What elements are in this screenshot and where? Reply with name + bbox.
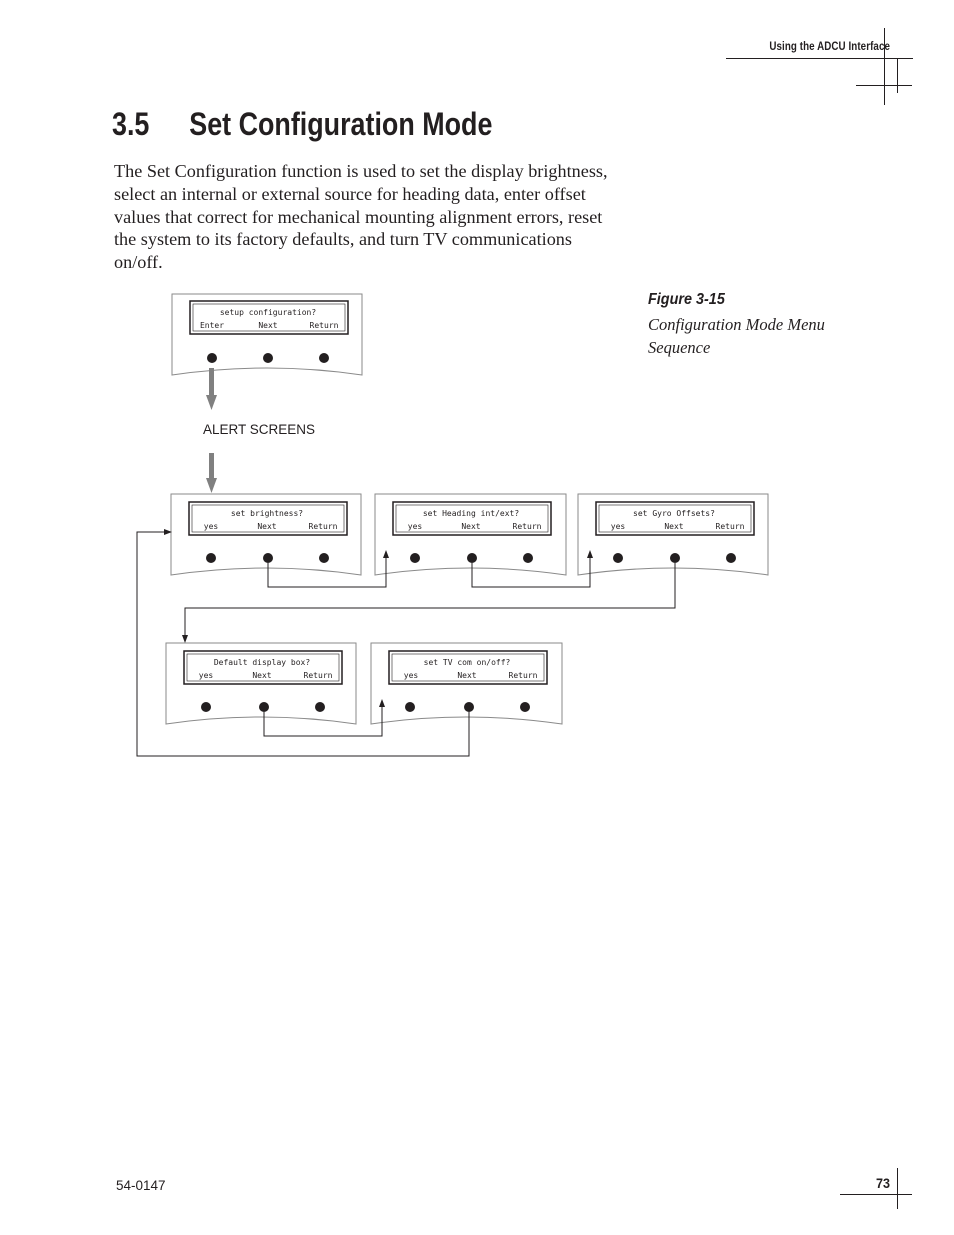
flow-arrow-block bbox=[206, 368, 217, 410]
lcd-key-label: yes bbox=[403, 671, 419, 680]
lcd-key-label: Return bbox=[308, 522, 338, 531]
lcd-key-label: Next bbox=[664, 522, 684, 531]
flow-arrow-block bbox=[206, 453, 217, 493]
lcd-prompt: setup configuration? bbox=[219, 308, 317, 317]
lcd-key-label: Return bbox=[512, 522, 542, 531]
keypad-button bbox=[670, 553, 680, 563]
page-number: 73 bbox=[875, 1175, 890, 1191]
lcd-prompt: set Heading int/ext? bbox=[422, 509, 520, 518]
lcd-key-label: yes bbox=[198, 671, 214, 680]
intro-paragraph: The Set Configuration function is used to set the display brightness, select an internal or external source for heading data, enter offset values that correct for mechanical mounting alignment errors, reset the system to its factory defaults, and turn TV communications on/off. bbox=[114, 161, 608, 273]
lcd-key-label: Return bbox=[508, 671, 538, 680]
section-title-text: Set Configuration Mode bbox=[189, 106, 493, 142]
lcd-key-label: Enter bbox=[199, 321, 225, 330]
lcd-panel-tv-com bbox=[371, 643, 562, 724]
keypad-button bbox=[464, 702, 474, 712]
keypad-button bbox=[410, 553, 420, 563]
flow-connector bbox=[185, 563, 675, 639]
keypad-button bbox=[263, 353, 273, 363]
document-code: 54-0147 bbox=[116, 1178, 166, 1193]
lcd-key-label: yes bbox=[203, 522, 219, 531]
running-header: Using the ADCU Interface bbox=[769, 41, 890, 53]
keypad-button bbox=[207, 353, 217, 363]
lcd-key-label: Next bbox=[252, 671, 272, 680]
lcd-key-label: Next bbox=[457, 671, 477, 680]
lcd-key-label: Next bbox=[257, 522, 277, 531]
section-number: 3.5 bbox=[112, 106, 150, 142]
figure-caption: Configuration Mode Menu Sequence bbox=[648, 315, 825, 357]
lcd-prompt: Default display box? bbox=[213, 658, 311, 667]
figure-number: Figure 3-15 bbox=[648, 291, 725, 308]
lcd-key-label: Return bbox=[309, 321, 339, 330]
lcd-key-label: yes bbox=[407, 522, 423, 531]
keypad-button bbox=[523, 553, 533, 563]
keypad-button bbox=[315, 702, 325, 712]
keypad-button bbox=[263, 553, 273, 563]
lcd-panel-heading bbox=[375, 494, 566, 575]
keypad-button bbox=[726, 553, 736, 563]
keypad-button bbox=[613, 553, 623, 563]
lcd-key-label: Next bbox=[461, 522, 481, 531]
lcd-panel-gyro-offsets bbox=[578, 494, 768, 575]
lcd-prompt: set brightness? bbox=[230, 509, 304, 518]
keypad-button bbox=[520, 702, 530, 712]
keypad-button bbox=[206, 553, 216, 563]
keypad-button bbox=[259, 702, 269, 712]
keypad-button bbox=[319, 353, 329, 363]
lcd-key-label: Return bbox=[303, 671, 333, 680]
lcd-panel-setup bbox=[172, 294, 362, 375]
lcd-panel-default-display bbox=[166, 643, 356, 724]
lcd-key-label: Return bbox=[715, 522, 745, 531]
keypad-button bbox=[405, 702, 415, 712]
keypad-button bbox=[467, 553, 477, 563]
lcd-prompt: set TV com on/off? bbox=[423, 658, 511, 667]
keypad-button bbox=[201, 702, 211, 712]
lcd-prompt: set Gyro Offsets? bbox=[633, 509, 715, 518]
lcd-key-label: Next bbox=[258, 321, 278, 330]
alert-screens-label: ALERT SCREENS bbox=[203, 422, 316, 437]
lcd-panel-brightness bbox=[171, 494, 361, 575]
lcd-key-label: yes bbox=[610, 522, 626, 531]
keypad-button bbox=[319, 553, 329, 563]
